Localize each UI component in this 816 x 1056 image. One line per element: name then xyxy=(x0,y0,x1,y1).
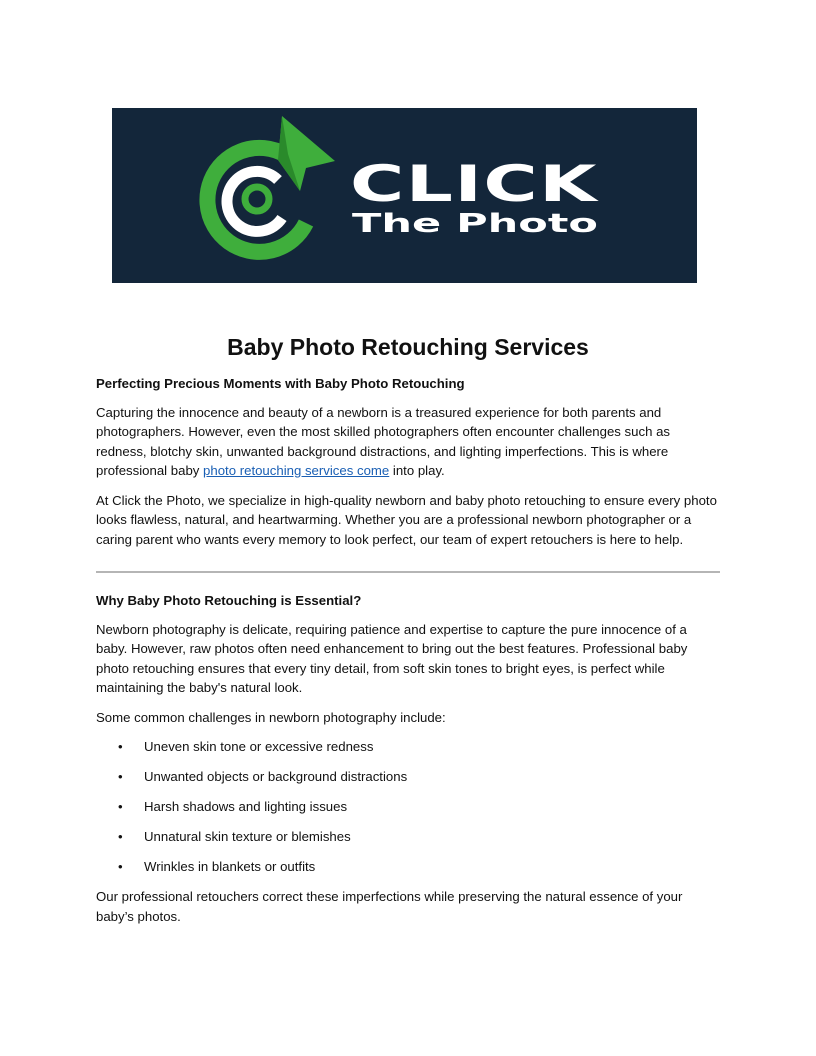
section-heading-why: Why Baby Photo Retouching is Essential? xyxy=(96,593,362,608)
challenges-list xyxy=(96,737,720,877)
logo-text-the-photo: The Photo xyxy=(352,209,598,239)
bullet-icon: • xyxy=(118,859,123,874)
bullet-icon: • xyxy=(118,829,123,844)
intro-text-end: into play. xyxy=(389,463,445,478)
list-item-text: Uneven skin tone or excessive redness xyxy=(144,739,374,754)
bullet-icon: • xyxy=(118,799,123,814)
intro-text: Capturing the innocence and beauty of a newborn is a treasured experience for both parents and photographers. However, even the most skilled photographers often encounter challenges such as redness, blotchy skin, unwanted background distractions, and lighting imperfections. This is where professional baby xyxy=(96,404,671,478)
logo-text-click: CLICK xyxy=(350,155,600,213)
document-body xyxy=(96,374,720,936)
newborn-paragraph: Newborn photography is delicate, requiring patience and expertise to capture the pure innocence of a baby. However, raw photos often need enhancement to bring out the best features. Professional baby photo retouching ensures that every tiny detail, from soft skin tones to bright eyes, is perfect while maintaining the baby's natural look. xyxy=(96,621,688,695)
logo-graphic xyxy=(112,108,697,283)
photo-retouching-services-link[interactable]: photo retouching services come xyxy=(203,463,390,478)
document-title: Baby Photo Retouching Services xyxy=(227,334,589,360)
list-item-text: Wrinkles in blankets or outfits xyxy=(144,859,316,874)
closing-paragraph: Our professional retouchers correct these imperfections while preserving the natural essence of your baby’s photos. xyxy=(96,889,683,924)
list-item xyxy=(96,737,720,757)
list-item xyxy=(96,827,720,847)
list-item xyxy=(96,797,720,817)
click-the-photo-logo xyxy=(112,108,697,283)
list-item-text: Unnatural skin texture or blemishes xyxy=(144,829,351,844)
list-item xyxy=(96,767,720,787)
challenges-intro: Some common challenges in newborn photography include: xyxy=(96,709,446,725)
about-paragraph: At Click the Photo, we specialize in high-quality newborn and baby photo retouching to ensure every photo looks flawless, natural, and heartwarming. Whether you are a professional newborn photographer or a caring parent who wants every memory to look perfect, our team of expert retouchers is here to help. xyxy=(96,492,717,547)
list-item-text: Harsh shadows and lighting issues xyxy=(144,799,348,814)
intro-paragraph xyxy=(96,403,720,481)
target-with-green-arrow-icon xyxy=(207,116,335,252)
list-item-text: Unwanted objects or background distractions xyxy=(144,769,408,784)
section-divider xyxy=(96,571,720,573)
section-heading-perfecting: Perfecting Precious Moments with Baby Photo Retouching xyxy=(96,376,465,391)
list-item xyxy=(96,857,720,877)
bullet-icon: • xyxy=(118,739,123,754)
bullet-icon: • xyxy=(118,769,123,784)
